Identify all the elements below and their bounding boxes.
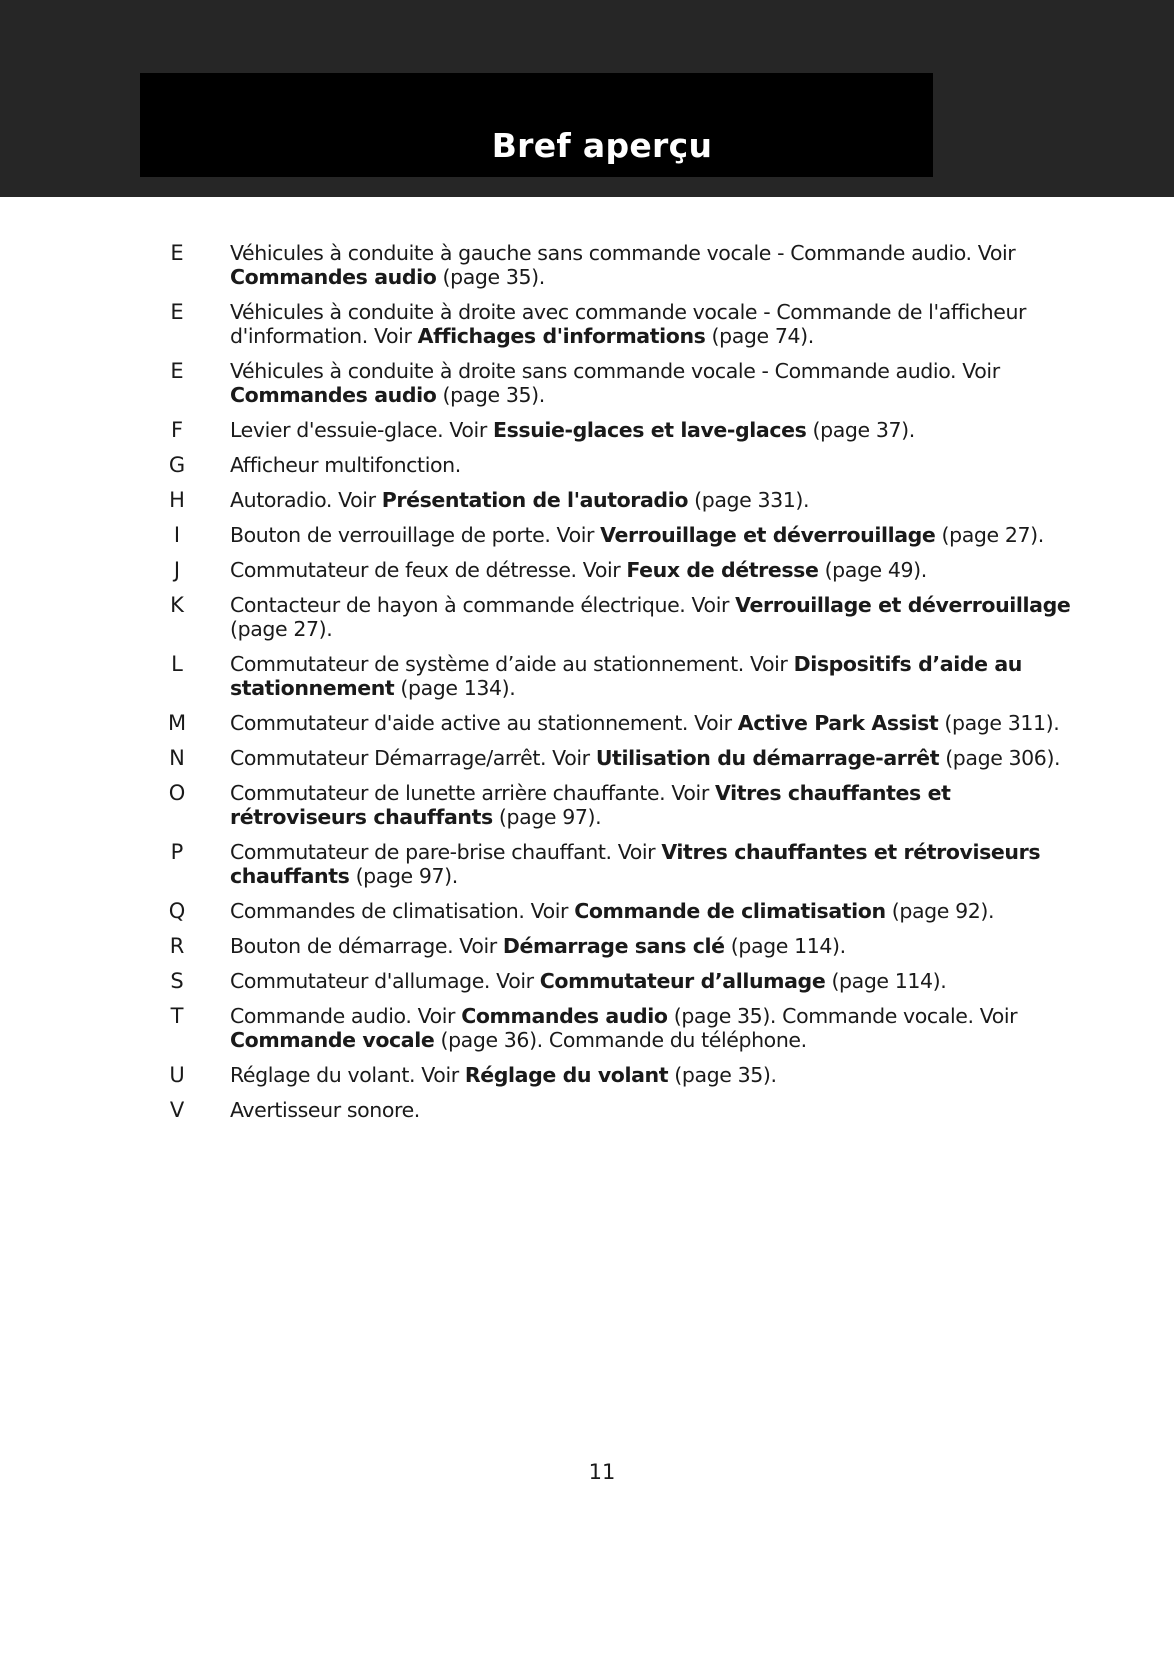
- cross-reference: Présentation de l'autoradio: [381, 488, 689, 512]
- legend-item-description: (page 134).: [394, 676, 516, 700]
- cross-reference: Commande vocale: [230, 1028, 435, 1052]
- legend-item-description: (page 114).: [825, 969, 947, 993]
- cross-reference: Réglage du volant: [464, 1063, 669, 1087]
- legend-item: [160, 934, 1080, 958]
- legend-item-text: [230, 418, 1080, 442]
- legend-item-description: Réglage du volant. Voir: [230, 1063, 465, 1087]
- cross-reference: Commandes audio: [230, 265, 437, 289]
- legend-item-description: (page 27).: [230, 617, 333, 641]
- legend-item: [160, 1004, 1080, 1052]
- legend-item-letter: S: [170, 969, 184, 993]
- legend-item-description: (page 331).: [688, 488, 810, 512]
- legend-item-text: [230, 300, 1080, 348]
- legend-item-description: (page 97).: [492, 805, 602, 829]
- legend-item-description: (page 35).: [668, 1063, 777, 1087]
- legend-item: [160, 652, 1080, 700]
- cross-reference: Vitres chauffantes et rétroviseurs chauffants: [230, 781, 951, 829]
- legend-item-text: [230, 593, 1080, 641]
- legend-item-description: (page 74).: [705, 324, 814, 348]
- legend-item-description: Commutateur de lunette arrière chauffante. Voir: [230, 781, 715, 805]
- legend-item-description: Bouton de verrouillage de porte. Voir: [230, 523, 601, 547]
- legend-item-letter: E: [170, 241, 184, 265]
- legend-item-description: (page 35).: [436, 265, 545, 289]
- legend-item-letter: R: [169, 934, 185, 958]
- legend-item-text: [230, 523, 1080, 547]
- legend-item-text: [230, 1098, 1080, 1122]
- cross-reference: Commandes audio: [461, 1004, 668, 1028]
- cross-reference: Verrouillage et déverrouillage: [735, 593, 1071, 617]
- legend-item-description: (page 49).: [818, 558, 927, 582]
- legend-item-text: [230, 453, 1080, 477]
- legend-item-letter: G: [168, 453, 186, 477]
- legend-item-description: Véhicules à conduite à droite sans commande vocale - Commande audio. Voir: [230, 359, 1000, 383]
- legend-item-description: Véhicules à conduite à droite avec commande vocale - Commande de l'afficheur d'information. Voir: [230, 300, 1027, 348]
- legend-item-description: Commutateur de pare-brise chauffant. Voir: [230, 840, 662, 864]
- legend-item-letter: V: [169, 1098, 185, 1122]
- legend-item-description: (page 36). Commande du téléphone.: [434, 1028, 807, 1052]
- legend-item-description: Commutateur d'aide active au stationnement. Voir: [230, 711, 738, 735]
- legend-item-letter: E: [170, 359, 184, 383]
- legend-item-letter: M: [167, 711, 187, 735]
- legend-item-text: [230, 711, 1080, 735]
- legend-item: [160, 523, 1080, 547]
- legend-item: [160, 711, 1080, 735]
- legend-item-description: (page 306).: [939, 746, 1061, 770]
- cross-reference: Commutateur d’allumage: [539, 969, 826, 993]
- legend-item-description: Bouton de démarrage. Voir: [230, 934, 503, 958]
- legend-item-description: Commutateur d'allumage. Voir: [230, 969, 540, 993]
- legend-item-text: [230, 558, 1080, 582]
- legend-item-description: Autoradio. Voir: [230, 488, 382, 512]
- legend-item-letter: P: [170, 840, 184, 864]
- legend-item-description: (page 97).: [349, 864, 458, 888]
- legend-item-description: (page 92).: [885, 899, 995, 923]
- legend-item-description: Commande audio. Voir: [230, 1004, 462, 1028]
- legend-item-letter: H: [169, 488, 185, 512]
- legend-item-letter: K: [170, 593, 184, 617]
- legend-item-text: [230, 1004, 1080, 1052]
- legend-list: [160, 241, 1080, 1133]
- cross-reference: Vitres chauffantes et rétroviseurs chauffants: [230, 840, 1041, 888]
- legend-item-letter: N: [169, 746, 185, 770]
- legend-item-description: Afficheur multifonction.: [230, 453, 461, 477]
- legend-item: [160, 781, 1080, 829]
- legend-item-text: [230, 746, 1080, 770]
- legend-item: [160, 593, 1080, 641]
- cross-reference: Essuie-glaces et lave-glaces: [492, 418, 807, 442]
- legend-item-description: (page 35).: [436, 383, 545, 407]
- legend-item-text: [230, 781, 1080, 829]
- legend-item-text: [230, 359, 1080, 407]
- legend-item: [160, 899, 1080, 923]
- cross-reference: Commande de climatisation: [574, 899, 886, 923]
- legend-item: [160, 241, 1080, 289]
- legend-item: [160, 453, 1080, 477]
- legend-item-letter: T: [170, 1004, 184, 1028]
- legend-item-letter: E: [170, 300, 184, 324]
- legend-item-description: (page 35). Commande vocale. Voir: [667, 1004, 1018, 1028]
- cross-reference: Commandes audio: [230, 383, 437, 407]
- page-number: 11: [588, 1460, 616, 1484]
- legend-item-letter: F: [170, 418, 184, 442]
- legend-item-letter: O: [168, 781, 186, 805]
- legend-item-description: Commandes de climatisation. Voir: [230, 899, 575, 923]
- legend-item: [160, 1098, 1080, 1122]
- legend-item-text: [230, 899, 1080, 923]
- legend-item: [160, 488, 1080, 512]
- legend-item-description: (page 27).: [935, 523, 1044, 547]
- legend-item-text: [230, 241, 1080, 289]
- legend-item: [160, 1063, 1080, 1087]
- legend-item-letter: Q: [168, 899, 186, 923]
- page-title: Bref aperçu: [491, 126, 713, 165]
- legend-item-text: [230, 652, 1080, 700]
- legend-item-letter: L: [171, 652, 183, 676]
- legend-item-description: Véhicules à conduite à gauche sans commande vocale - Commande audio. Voir: [230, 241, 1016, 265]
- legend-item: [160, 558, 1080, 582]
- legend-item: [160, 746, 1080, 770]
- legend-item-description: Commutateur de feux de détresse. Voir: [230, 558, 627, 582]
- legend-item-text: [230, 488, 1080, 512]
- legend-item: [160, 840, 1080, 888]
- legend-item-description: (page 114).: [724, 934, 846, 958]
- legend-item-text: [230, 1063, 1080, 1087]
- legend-item-description: Avertisseur sonore.: [230, 1098, 420, 1122]
- legend-item: [160, 359, 1080, 407]
- legend-item-letter: J: [173, 558, 181, 582]
- cross-reference: Affichages d'informations: [417, 324, 706, 348]
- legend-item-text: [230, 840, 1080, 888]
- cross-reference: Dispositifs d’aide au stationnement: [230, 652, 1022, 700]
- legend-item-letter: U: [169, 1063, 185, 1087]
- cross-reference: Utilisation du démarrage-arrêt: [595, 746, 940, 770]
- cross-reference: Feux de détresse: [626, 558, 819, 582]
- legend-item-letter: I: [173, 523, 181, 547]
- legend-item-description: Commutateur Démarrage/arrêt. Voir: [230, 746, 596, 770]
- cross-reference: Verrouillage et déverrouillage: [600, 523, 936, 547]
- legend-item: [160, 300, 1080, 348]
- legend-item-text: [230, 969, 1080, 993]
- legend-item: [160, 969, 1080, 993]
- legend-item-description: Contacteur de hayon à commande électrique. Voir: [230, 593, 736, 617]
- legend-item-description: Levier d'essuie-glace. Voir: [230, 418, 493, 442]
- cross-reference: Démarrage sans clé: [502, 934, 725, 958]
- legend-item-text: [230, 934, 1080, 958]
- legend-item-description: (page 311).: [938, 711, 1060, 735]
- legend-item-description: Commutateur de système d’aide au stationnement. Voir: [230, 652, 794, 676]
- legend-item: [160, 418, 1080, 442]
- cross-reference: Active Park Assist: [737, 711, 939, 735]
- legend-item-description: (page 37).: [806, 418, 915, 442]
